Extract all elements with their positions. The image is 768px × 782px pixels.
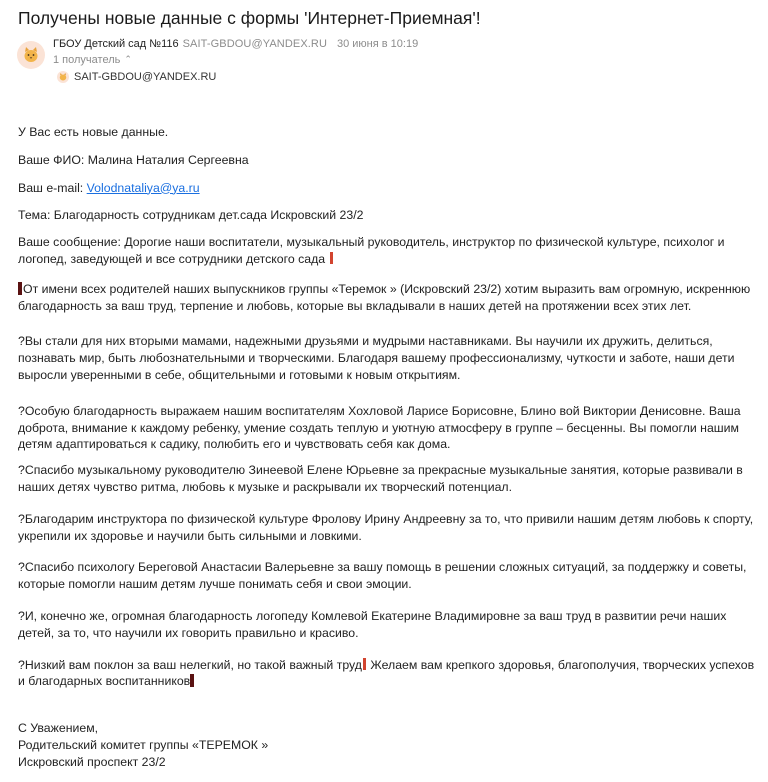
email-subject: Получены новые данные с формы 'Интернет-Приемная'!: [18, 8, 481, 28]
cat-face-icon: [21, 45, 41, 65]
paragraph-8-part1: ?Низкий вам поклон за ваш нелегкий, но такой важный труд: [18, 657, 362, 672]
signature-line-2: Родительский комитет группы «ТЕРЕМОК »: [18, 737, 269, 752]
intro-line: У Вас есть новые данные.: [18, 125, 169, 139]
sender-name[interactable]: ГБОУ Детский сад №116: [53, 38, 179, 50]
emoji-placeholder-icon: [330, 252, 333, 264]
chevron-up-icon: ⌃: [124, 54, 132, 64]
emoji-placeholder-icon: [363, 658, 366, 670]
message-body: [18, 124, 758, 771]
cat-face-icon: [58, 72, 68, 82]
paragraph-1: [18, 281, 758, 315]
paragraph-7: ?И, конечно же, огромная благодарность логопеду Комлевой Екатерине Владимировне за ваш труд в развитии речи наших детей, за то, что научили их говорить правильно и красиво.: [18, 608, 727, 640]
recipient-email: SAIT-GBDOU@YANDEX.RU: [74, 71, 217, 83]
paragraph-2: ?Вы стали для них вторыми мамами, надежными друзьями и мудрыми наставниками. Вы научили их дружить, делиться, познавать мир, быть любознательными и творческими. Благодаря вашему профессионализму, чуткости и заботе, наши дети выросли уверенными в себе, общительными и готовыми к новым открытиям.: [18, 334, 735, 382]
fio-line: Ваше ФИО: Малина Наталия Сергеевна: [18, 152, 249, 167]
sender-line: [53, 38, 418, 50]
email-label: Ваш e-mail:: [18, 180, 87, 195]
email-line: [18, 180, 758, 197]
sender-avatar[interactable]: [17, 41, 45, 69]
signature-line-3: Искровский проспект 23/2: [18, 754, 166, 769]
message-paragraph: [18, 234, 758, 268]
sender-email-link[interactable]: Volodnataliya@ya.ru: [86, 180, 200, 195]
paragraph-6: ?Спасибо психологу Береговой Анастасии Валерьевне за вашу помощь в решении сложных ситуаций, за поддержку и советы, которые помогли нашим детям лучше понимать себя и свои эмоции.: [18, 560, 747, 592]
recipient-avatar: [57, 71, 69, 83]
paragraph-5: ?Благодарим инструктора по физической культуре Фролову Ирину Андреевну за то, что привили нашим детям любовь к спорту, укрепили их здоровье и научили быть сильными и ловкими.: [18, 511, 754, 543]
sender-email[interactable]: SAIT-GBDOU@YANDEX.RU: [182, 38, 327, 50]
signature-line-1: С Уважением,: [18, 721, 99, 736]
sent-date: 30 июня в 10:19: [337, 38, 419, 50]
paragraph-8: [18, 657, 758, 691]
emoji-placeholder-icon: [190, 674, 194, 687]
recipient-chip[interactable]: [57, 71, 216, 83]
paragraph-3: ?Особую благодарность выражаем нашим воспитателям Хохловой Ларисе Борисовне, Блино вой Виктории Денисовне. Ваша доброта, внимание к каждому ребенку, умение создать теплую и уютную атмосферу в группе – бесценны. Вы помогли нашим детям адаптироваться к садику, полюбить его и чувствовать себя как дома.: [18, 403, 741, 452]
paragraph-4: ?Спасибо музыкальному руководителю Зинеевой Елене Юрьевне за прекрасные музыкальные занятия, которые развивали в наших детях чувство ритма, любовь к музыке и раскрывали их творческий потенциал.: [18, 463, 743, 494]
recipients-toggle[interactable]: [53, 54, 132, 66]
paragraph-8-part2: Желаем вам крепкого здоровья, благополучия, творческих успехов и благодарных воспитанников: [18, 657, 755, 689]
topic-line: Тема: Благодарность сотрудникам дет.сада Искровский 23/2: [18, 208, 364, 223]
emoji-placeholder-icon: [18, 282, 22, 295]
recipients-count: 1 получатель: [53, 54, 121, 66]
message-start: Ваше сообщение: Дорогие наши воспитатели, музыкальный руководитель, инструктор по физической культуре, психолог и логопед, заведующей и все сотрудники детского сада: [18, 235, 725, 266]
paragraph-1-text: От имени всех родителей наших выпускников группы «Теремок » (Искровский 23/2) хотим выразить вам огромную, искреннюю благодарность за ваш труд, терпение и любовь, которые вы вкладывали в наших детей на протяжении всех этих лет.: [18, 281, 751, 313]
